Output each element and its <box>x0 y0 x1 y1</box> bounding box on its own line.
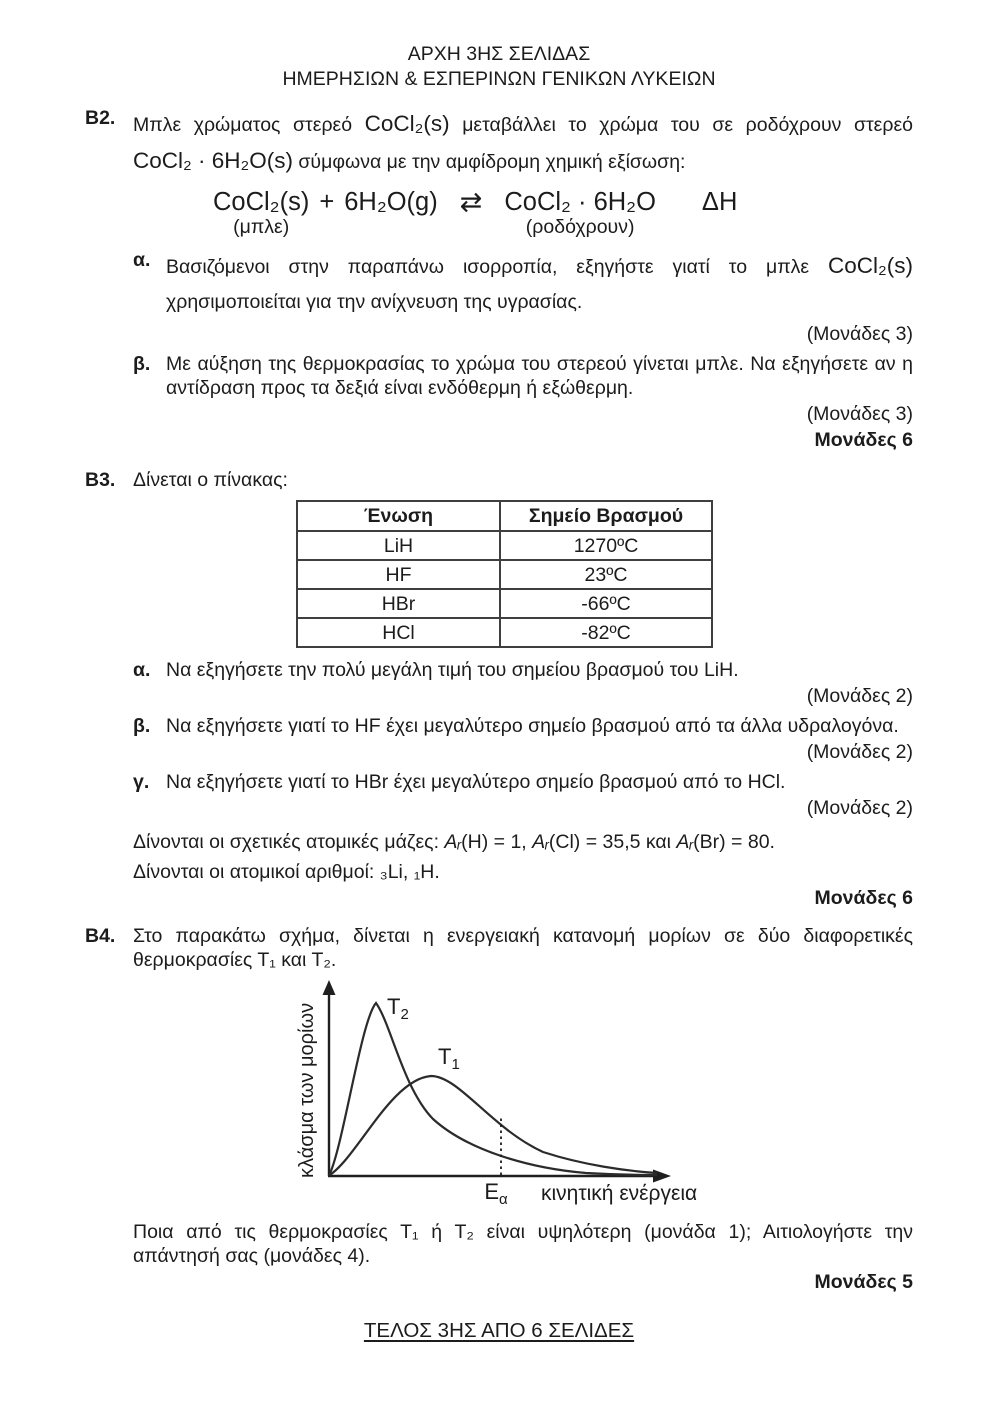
text-run: (H) = 1, <box>461 831 533 853</box>
x-axis-title: κινητική ενέργεια <box>541 1182 698 1205</box>
equation-rhs: CoCl₂ · 6H₂O <box>504 188 656 216</box>
delta-h: ΔΗ <box>701 188 738 216</box>
activation-energy-label <box>484 1179 508 1208</box>
ea-subscript: α <box>499 1191 508 1208</box>
cell-compound: HBr <box>297 589 500 618</box>
question-b4-question: Ποια από τις θερμοκρασίες Τ₁ ή Τ₂ είναι υψηλότερη (μονάδα 1); Αιτιολογήστε την απάντησή σας (μονάδες 4). <box>133 1221 913 1267</box>
question-b3-total: Μονάδες 6 <box>814 887 913 909</box>
curve-t1 <box>329 1076 657 1176</box>
header-line-1: ΑΡΧΗ 3ΗΣ ΣΕΛΙΔΑΣ <box>407 43 591 65</box>
question-b2-body <box>133 106 913 452</box>
equation-lhs: CoCl₂(s) <box>213 188 310 216</box>
item-b-label: β. <box>133 715 151 737</box>
cell-boiling-point: -82ºC <box>500 618 712 647</box>
table-row <box>297 560 712 589</box>
chem-formula-hydrate: CoCl₂ · 6H₂O(s) <box>133 148 293 173</box>
question-b4-label: Β4. <box>85 925 116 947</box>
question-b3-item-b <box>133 714 913 738</box>
question-b2-label: Β2. <box>85 107 116 129</box>
question-b3-intro: Δίνεται ο πίνακας: <box>133 469 288 491</box>
item-a-points: (Μονάδες 2) <box>806 685 913 707</box>
t1-symbol: T <box>438 1044 452 1069</box>
column-header-boiling-point: Σημείο Βρασμού <box>500 501 712 531</box>
cell-boiling-point: 1270ºC <box>500 531 712 560</box>
equation-lhs2: 6H₂O(g) <box>344 188 438 216</box>
ea-symbol: E <box>484 1179 500 1204</box>
header-line-2: ΗΜΕΡΗΣΙΩΝ & ΕΣΠΕΡΙΝΩΝ ΓΕΝΙΚΩΝ ΛΥΚΕΙΩΝ <box>282 68 716 90</box>
item-a-label: α. <box>133 249 151 271</box>
item-a-text <box>166 248 913 320</box>
question-b4-body <box>133 924 913 1294</box>
item-a-text: Να εξηγήσετε την πολύ μεγάλη τιμή του σημείου βρασμού του LiH. <box>166 659 739 681</box>
cell-boiling-point: -66ºC <box>500 589 712 618</box>
cell-compound: LiH <box>297 531 500 560</box>
item-b-label: β. <box>133 353 151 375</box>
footer-text: ΤΕΛΟΣ 3ΗΣ ΑΠΟ 6 ΣΕΛΙΔΕΣ <box>363 1319 635 1342</box>
question-b2-intro <box>133 106 913 180</box>
text-run: (Br) = 80. <box>693 831 775 853</box>
chem-formula-cocl2: CoCl₂(s) <box>828 253 913 278</box>
table-row <box>297 589 712 618</box>
text-run: σύμφωνα με την αμφίδρομη χημική εξίσωση: <box>292 151 686 173</box>
text-run: Βασιζόμενοι στην παραπάνω ισορροπία, εξηγήστε γιατί το μπλε <box>166 256 829 278</box>
question-b3 <box>85 468 913 910</box>
text-run: μεταβάλλει το χρώμα του σε ροδόχρουν στερεό <box>449 114 914 136</box>
relative-atomic-mass-symbol: Aᵣ <box>532 831 549 853</box>
equilibrium-arrow: ⇄ <box>459 187 483 217</box>
table-row <box>297 618 712 647</box>
column-header-compound: Ένωση <box>297 501 500 531</box>
curve-label-t2 <box>387 994 409 1023</box>
relative-atomic-mass-symbol: Aᵣ <box>444 831 462 853</box>
curve-label-t1 <box>438 1044 460 1073</box>
t2-subscript: 2 <box>400 1006 409 1023</box>
y-axis-title: κλάσμα των μορίων <box>296 1002 318 1178</box>
t1-subscript: 1 <box>451 1056 460 1073</box>
question-b3-item-a <box>133 658 913 682</box>
item-c-label: γ. <box>133 771 150 793</box>
question-b2-item-a <box>133 248 913 320</box>
question-b4-total: Μονάδες 5 <box>814 1271 913 1293</box>
relative-atomic-mass-symbol: Aᵣ <box>676 831 694 853</box>
item-a-points: (Μονάδες 3) <box>806 323 913 345</box>
item-c-points: (Μονάδες 2) <box>806 797 913 819</box>
question-b3-item-c <box>133 770 913 794</box>
plus-sign: + <box>319 188 335 216</box>
given-atomic-masses <box>133 830 913 854</box>
item-b-points: (Μονάδες 3) <box>806 403 913 425</box>
question-b2 <box>85 106 913 452</box>
cell-compound: HCl <box>297 618 500 647</box>
y-axis-arrow-icon <box>323 980 336 995</box>
question-b2-total: Μονάδες 6 <box>814 429 913 451</box>
table-row <box>297 531 712 560</box>
text-run: Μπλε χρώματος στερεό <box>133 114 365 136</box>
item-b-text: Με αύξηση της θερμοκρασίας το χρώμα του στερεού γίνεται μπλε. Να εξηγήσετε αν η αντίδραση προς τα δεξιά είναι ενδόθερμη ή εξώθερμη. <box>166 353 913 399</box>
question-b4 <box>85 924 913 1294</box>
equation-lhs-color-label: (μπλε) <box>233 216 290 238</box>
question-b4-intro: Στο παρακάτω σχήμα, δίνεται η ενεργειακή κατανομή μορίων σε δύο διαφορετικές θερμοκρασίες Τ₁ και Τ₂. <box>133 925 913 971</box>
boiling-point-table <box>296 500 713 648</box>
question-b2-item-b <box>133 352 913 400</box>
text-run: Δίνονται οι σχετικές ατομικές μάζες: <box>133 831 445 853</box>
equation-rhs-color-label: (ροδόχρουν) <box>525 216 635 238</box>
table-header-row <box>297 501 712 531</box>
question-b3-label: Β3. <box>85 469 116 491</box>
equation-rhs-group <box>504 188 656 238</box>
item-a-label: α. <box>133 659 151 681</box>
item-c-text: Να εξηγήσετε γιατί το HBr έχει μεγαλύτερο σημείο βρασμού από το HCl. <box>166 771 786 793</box>
cell-boiling-point: 23ºC <box>500 560 712 589</box>
curve-t2 <box>329 1003 657 1176</box>
item-b-points: (Μονάδες 2) <box>806 741 913 763</box>
energy-distribution-chart <box>291 978 721 1210</box>
text-run: (Cl) = 35,5 και <box>548 831 677 853</box>
item-b-text: Να εξηγήσετε γιατί το HF έχει μεγαλύτερο σημείο βρασμού από τα άλλα υδραλογόνα. <box>166 715 899 737</box>
page-footer <box>85 1318 913 1344</box>
chem-formula-cocl2: CoCl₂(s) <box>364 111 450 136</box>
given-atomic-numbers: Δίνονται οι ατομικοί αριθμοί: ₃Li, ₁H. <box>133 861 440 883</box>
equation-lhs-group <box>213 188 309 238</box>
t2-symbol: T <box>387 994 401 1019</box>
chemical-equation <box>213 188 913 238</box>
cell-compound: HF <box>297 560 500 589</box>
text-run: χρησιμοποιείται για την ανίχνευση της υγρασίας. <box>166 291 583 313</box>
maxwell-boltzmann-figure <box>291 978 721 1210</box>
question-b3-body <box>133 468 913 910</box>
page-header <box>85 42 913 92</box>
